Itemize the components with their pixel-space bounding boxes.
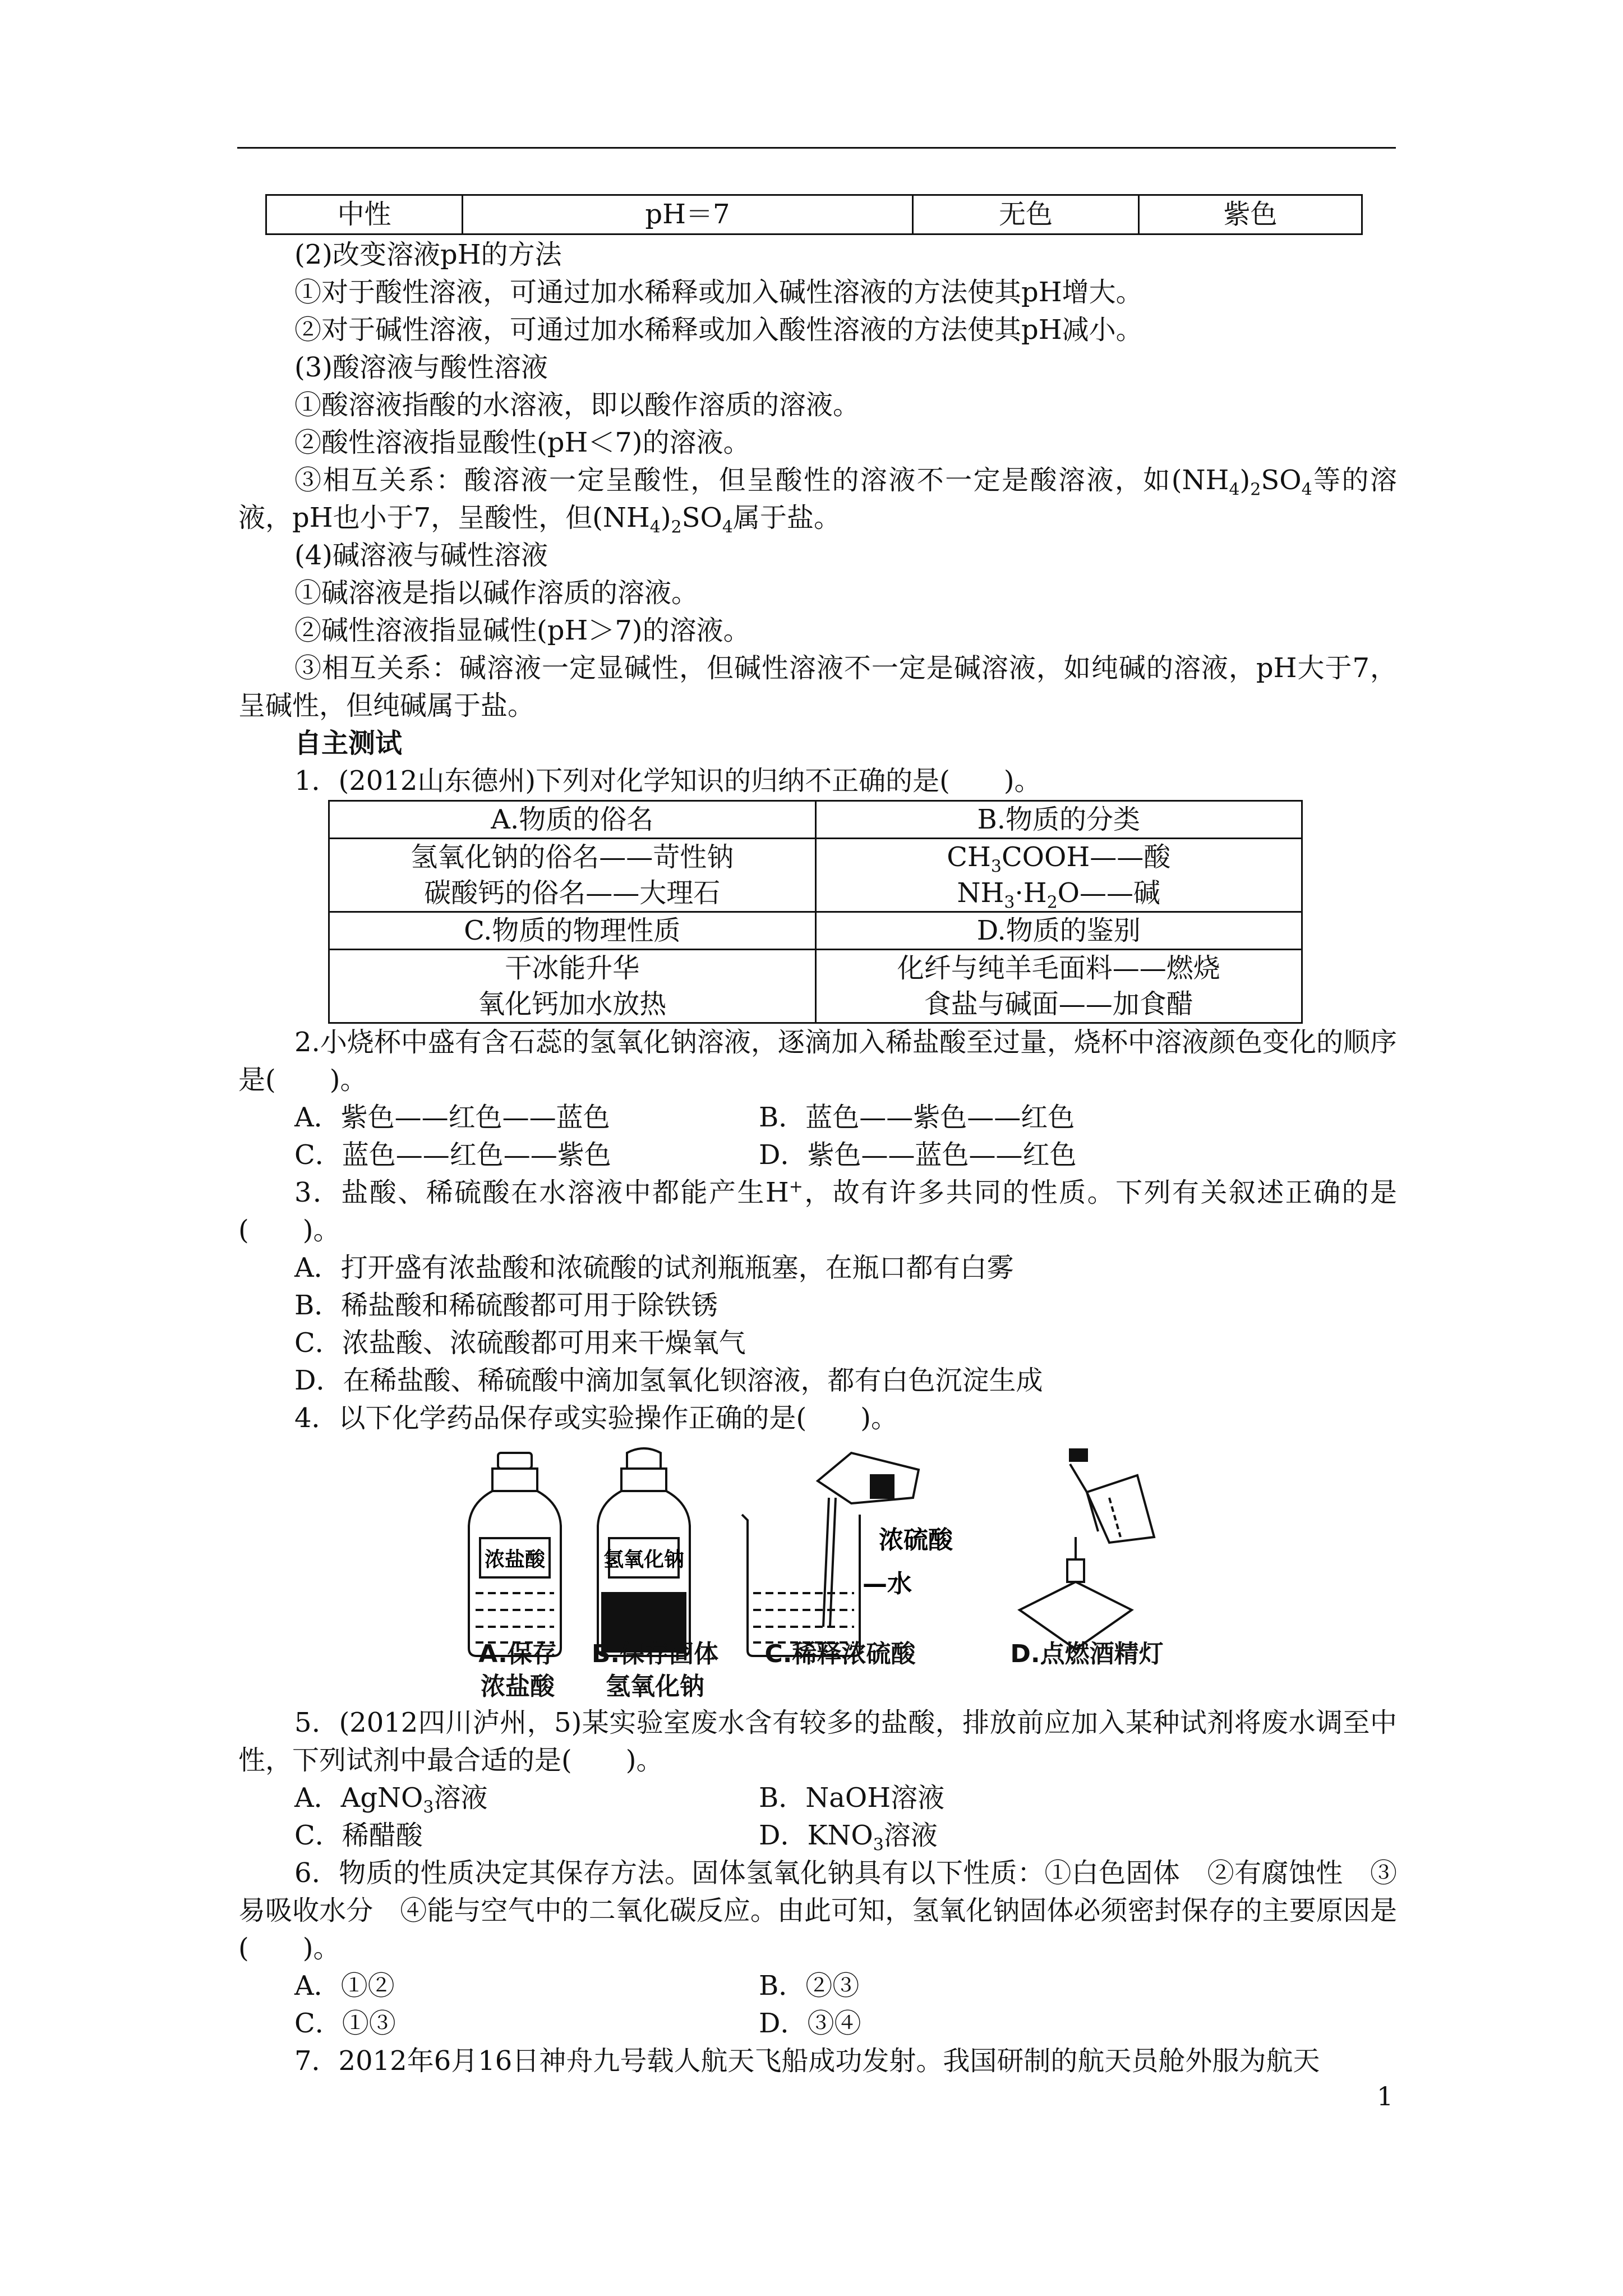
options-row bbox=[238, 1817, 1397, 1855]
table-header: A.物质的俗名 bbox=[329, 801, 816, 839]
option-d: D．$KNO_3$溶液 bbox=[759, 1820, 938, 1855]
paragraph: ①酸溶液指酸的水溶液，即以酸作溶质的溶液。 bbox=[294, 389, 860, 421]
option-a: A．①② bbox=[294, 1970, 395, 2001]
table-cell: 中性 bbox=[266, 195, 463, 234]
option-b: B．NaOH溶液 bbox=[759, 1782, 945, 1814]
caption-a: A.保存 浓盐酸 bbox=[478, 1640, 557, 1701]
option-a: A．AgNO$_3$溶液 bbox=[294, 1782, 488, 1818]
question-3-stem: 3．盐酸、稀硫酸在水溶液中都能产生H+，故有许多共同的性质。下列有关叙述正确的是( )。 bbox=[238, 1177, 1397, 1246]
document-body bbox=[238, 196, 1397, 2080]
section-title: 自主测试 bbox=[294, 728, 403, 759]
question-2-stem: 2.小烧杯中盛有含石蕊的氢氧化钠溶液，逐滴加入稀盐酸至过量，烧杯中溶液颜色变化的顺序是( )。 bbox=[238, 1027, 1397, 1096]
table-cell: 干冰能升华 氧化钙加水放热 bbox=[329, 950, 816, 1023]
lab-figure bbox=[459, 1442, 1419, 1700]
paragraph: ②酸性溶液指显酸性(pH＜7)的溶液。 bbox=[294, 427, 750, 458]
indicator-table-tail bbox=[265, 194, 1363, 235]
water-label: —水 bbox=[863, 1570, 912, 1598]
section-heading: (3)酸溶液与酸性溶液 bbox=[294, 352, 548, 383]
table-row bbox=[329, 839, 1302, 912]
paragraph: ②对于碱性溶液，可通过加水稀释或加入酸性溶液的方法使其pH减小。 bbox=[294, 314, 1143, 346]
page-number: 1 bbox=[1377, 2081, 1394, 2111]
option-c: C．①③ bbox=[294, 2008, 396, 2039]
option-a: A．打开盛有浓盐酸和浓硫酸的试剂瓶瓶塞，在瓶口都有白雾 bbox=[294, 1252, 1014, 1283]
question-1-stem: 1．(2012山东德州)下列对化学知识的归纳不正确的是( )。 bbox=[294, 765, 1041, 797]
option-d: D．在稀盐酸、稀硫酸中滴加氢氧化钡溶液，都有白色沉淀生成 bbox=[294, 1365, 1043, 1396]
paragraph: ①对于酸性溶液，可通过加水稀释或加入碱性溶液的方法使其pH增大。 bbox=[294, 277, 1143, 308]
section-heading: (2)改变溶液pH的方法 bbox=[294, 239, 562, 270]
option-b: B．稀盐酸和稀硫酸都可用于除铁锈 bbox=[294, 1290, 718, 1321]
options-row bbox=[238, 1967, 1397, 2005]
table-header: D.物质的鉴别 bbox=[815, 912, 1302, 950]
paragraph: ②碱性溶液指显碱性(pH＞7)的溶液。 bbox=[294, 615, 750, 646]
table-cell: 氢氧化钠的俗名——苛性钠 碳酸钙的俗名——大理石 bbox=[329, 839, 816, 912]
option-b: B．②③ bbox=[759, 1970, 860, 2001]
paragraph: ③相互关系：酸溶液一定呈酸性，但呈酸性的溶液不一定是酸溶液，如$(NH_4)_2SO_4$等的溶液，pH也小于7，呈酸性，但$(NH_4)_2SO_4$属于盐。 bbox=[238, 464, 1397, 537]
options-row bbox=[238, 1137, 1397, 1174]
header-rule bbox=[237, 147, 1396, 149]
table-row bbox=[329, 912, 1302, 950]
option-d: D．③④ bbox=[759, 2008, 861, 2039]
question-4-stem: 4．以下化学药品保存或实验操作正确的是( )。 bbox=[294, 1402, 898, 1434]
table-cell: $CH_3COOH——$酸 $NH_3\cdot H_2O——$碱 bbox=[815, 839, 1302, 912]
beaker-c bbox=[742, 1453, 919, 1656]
table-cell: pH＝7 bbox=[463, 195, 913, 234]
bottle-a-label: 浓盐酸 bbox=[484, 1548, 546, 1571]
table-row bbox=[329, 950, 1302, 1023]
table-header: B.物质的分类 bbox=[815, 801, 1302, 839]
options-row bbox=[238, 1099, 1397, 1137]
option-c: C．浓盐酸、浓硫酸都可用来干燥氧气 bbox=[294, 1327, 746, 1359]
acid-label: 浓硫酸 bbox=[879, 1526, 953, 1554]
paragraph: ①碱溶液是指以碱作溶质的溶液。 bbox=[294, 577, 699, 609]
table-header: C.物质的物理性质 bbox=[329, 912, 816, 950]
caption-b: B.保存固体 氢氧化钠 bbox=[591, 1640, 719, 1701]
alcohol-lamp-d bbox=[1020, 1450, 1154, 1649]
question-5-stem: 5．(2012四川泸州，5)某实验室废水含有较多的盐酸，排放前应加入某种试剂将废水调至中性，下列试剂中最合适的是( )。 bbox=[238, 1707, 1397, 1776]
caption-c: C.稀释浓硫酸 bbox=[764, 1640, 916, 1668]
table-cell: 紫色 bbox=[1139, 195, 1362, 234]
options-row bbox=[238, 1779, 1397, 1817]
question-6-stem: 6．物质的性质决定其保存方法。固体氢氧化钠具有以下性质：①白色固体 ②有腐蚀性 ③易吸收水分 ④能与空气中的二氧化碳反应。由此可知，氢氧化钠固体必须密封保存的主要原因是( )。 bbox=[238, 1857, 1397, 1964]
table-cell: 无色 bbox=[913, 195, 1139, 234]
caption-d: D.点燃酒精灯 bbox=[1010, 1640, 1164, 1668]
option-c: C．稀醋酸 bbox=[294, 1820, 423, 1851]
options-row bbox=[238, 2005, 1397, 2042]
table-row bbox=[266, 195, 1362, 234]
option-b: B．蓝色——紫色——红色 bbox=[759, 1102, 1075, 1133]
question-7-stem: 7．2012年6月16日神舟九号载人航天飞船成功发射。我国研制的航天员舱外服为航天 bbox=[294, 2045, 1320, 2077]
question-1-table bbox=[328, 800, 1303, 1024]
option-d: D．紫色——蓝色——红色 bbox=[759, 1139, 1077, 1171]
section-heading: (4)碱溶液与碱性溶液 bbox=[294, 540, 548, 571]
option-a: A．紫色——红色——蓝色 bbox=[294, 1102, 610, 1133]
bottle-b-label: 氢氧化钠 bbox=[603, 1548, 685, 1571]
table-row bbox=[329, 801, 1302, 839]
table-cell: 化纤与纯羊毛面料——燃烧 食盐与碱面——加食醋 bbox=[815, 950, 1302, 1023]
paragraph: ③相互关系：碱溶液一定显碱性，但碱性溶液不一定是碱溶液，如纯碱的溶液，pH大于7，呈碱性，但纯碱属于盐。 bbox=[238, 652, 1397, 721]
option-c: C．蓝色——红色——紫色 bbox=[294, 1139, 611, 1171]
